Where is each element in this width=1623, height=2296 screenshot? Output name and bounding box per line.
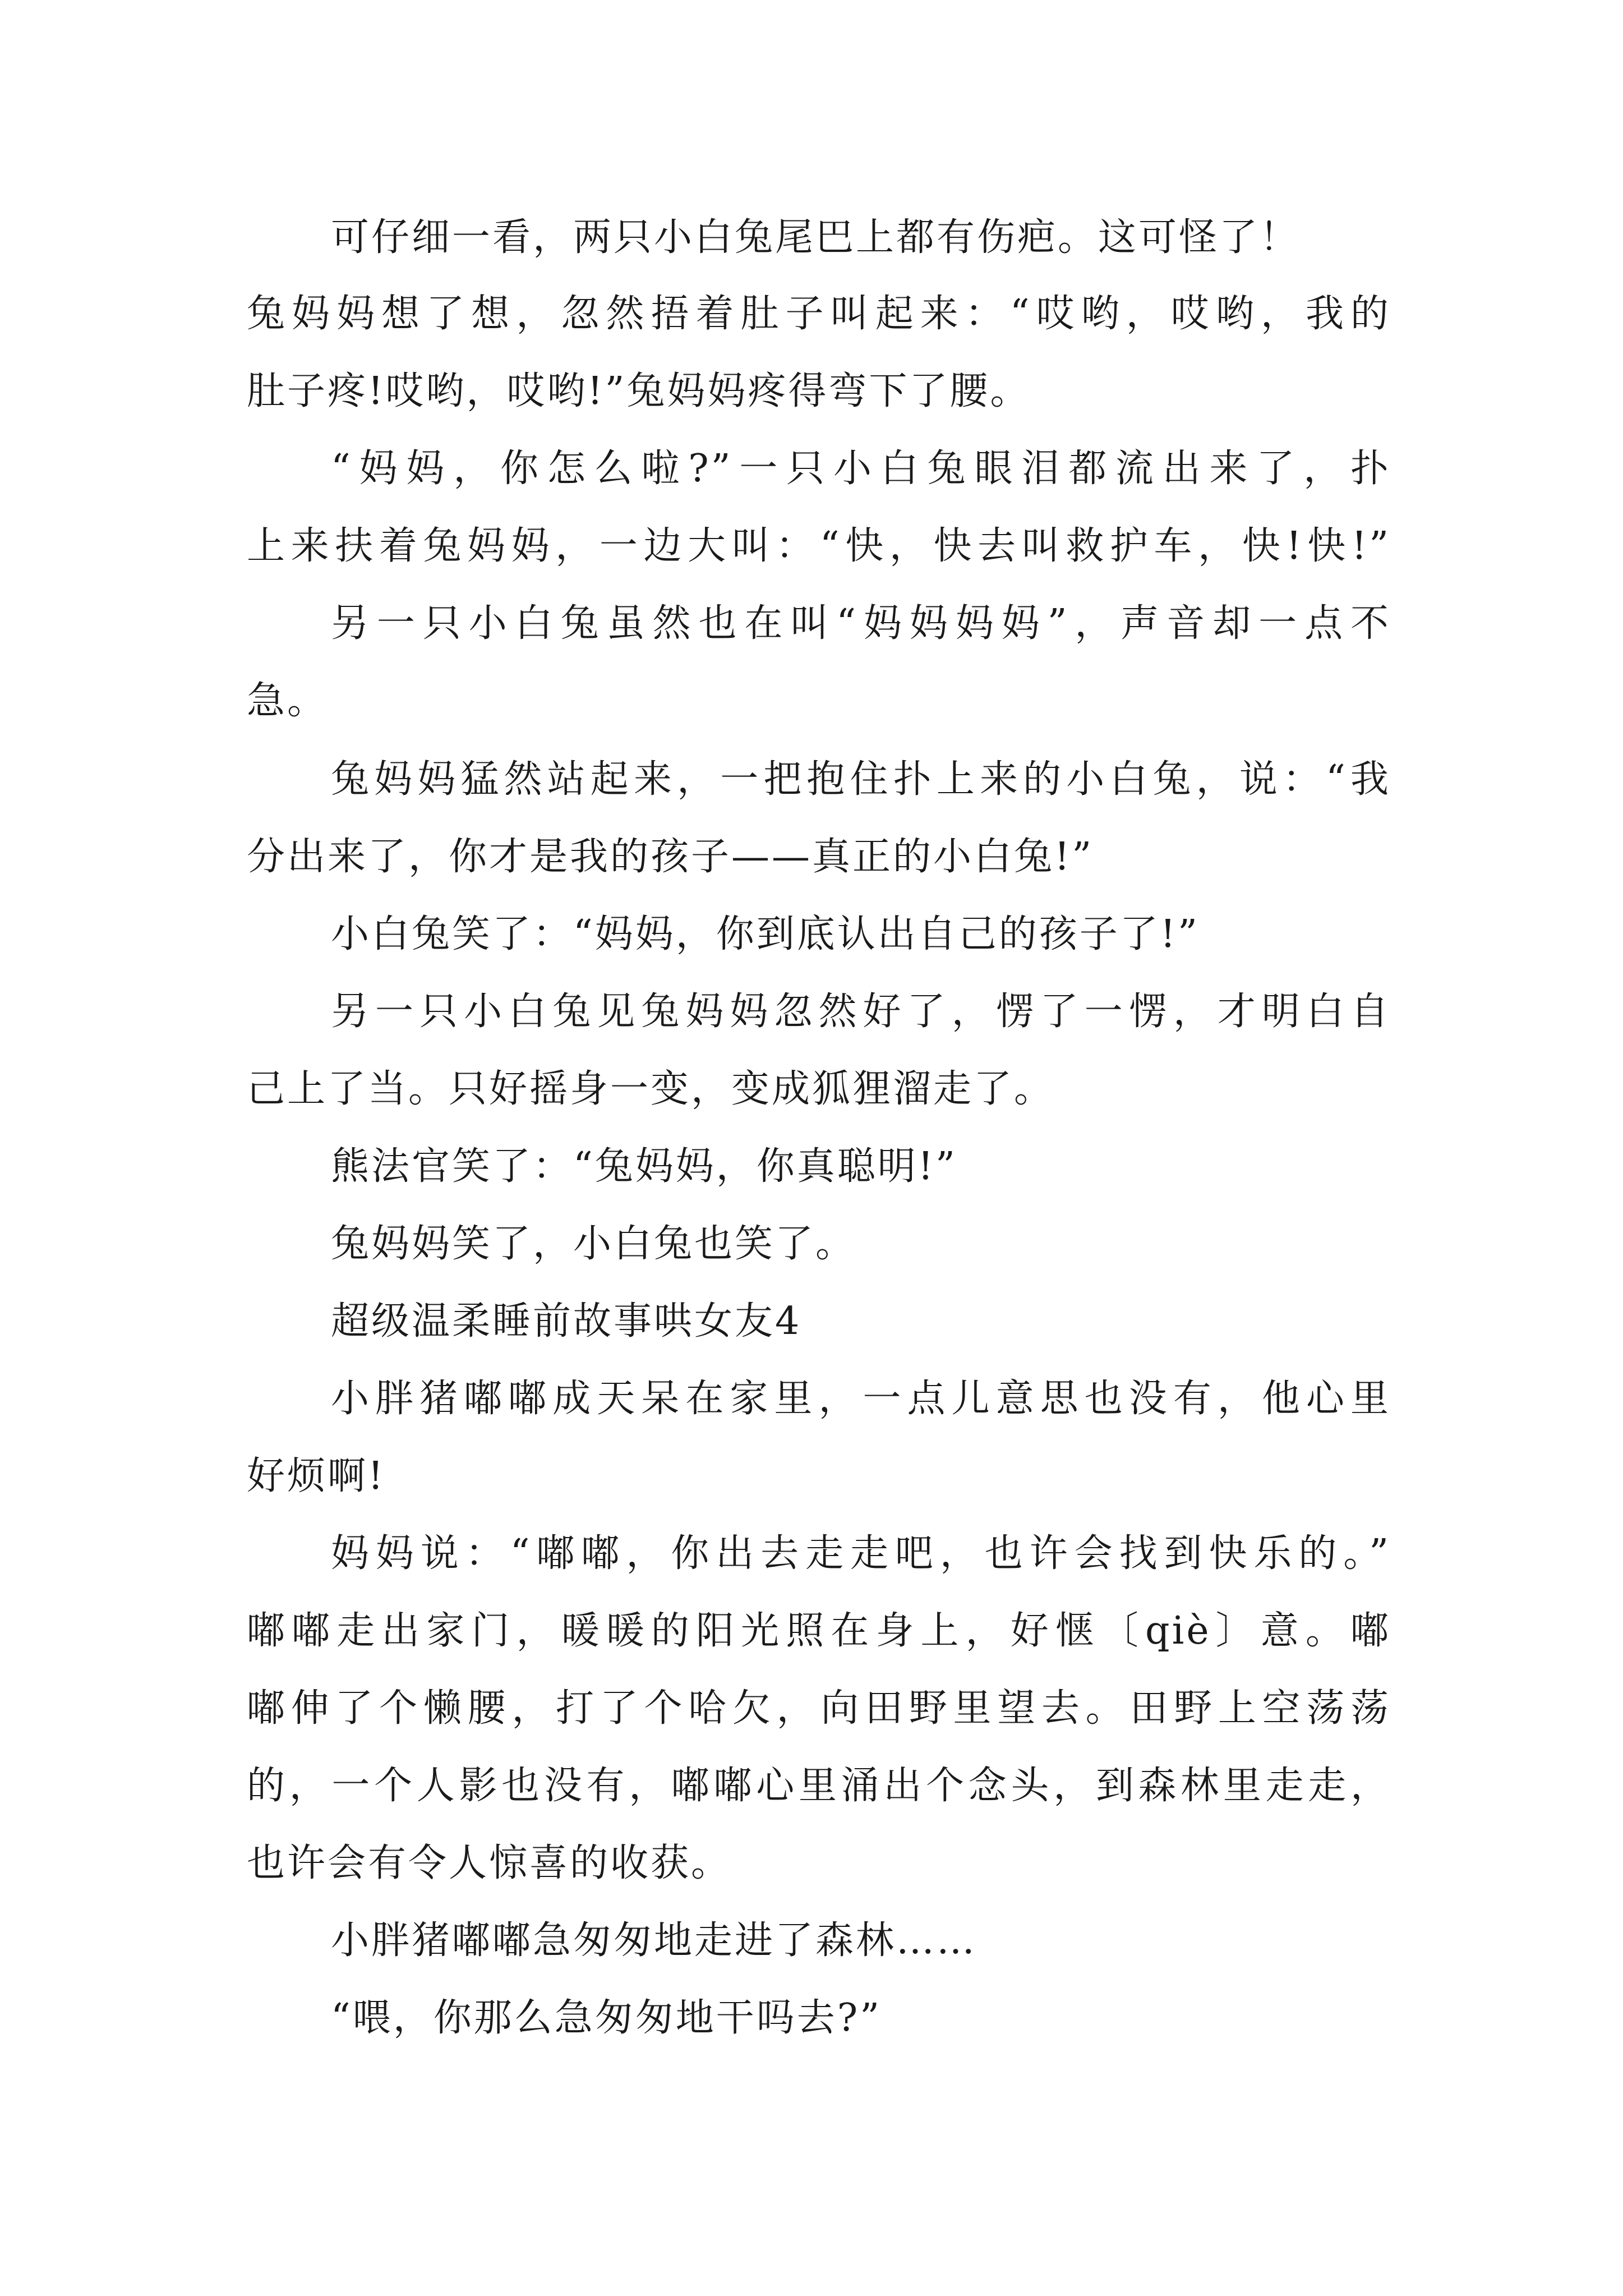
text-line: “喂，你那么急匆匆地干吗去?” (331, 1996, 882, 2040)
text-line: 妈妈说：“嘟嘟，你出去走走吧，也许会找到快乐的。” (331, 1531, 1391, 1576)
text-line: 小胖猪嘟嘟成天呆在家里，一点儿意思也没有，他心里 (331, 1377, 1391, 1421)
text-line: 小白兔笑了：“妈妈，你到底认出自己的孩子了!” (331, 912, 1200, 956)
text-line: 嘟嘟走出家门，暖暖的阳光照在身上，好惬〔qiè〕意。嘟 (247, 1609, 1391, 1653)
text-line: 小胖猪嘟嘟急匆匆地走进了森林…… (331, 1918, 978, 1963)
text-line: 兔妈妈猛然站起来，一把抱住扑上来的小白兔，说：“我 (331, 757, 1391, 802)
text-line: 急。 (247, 679, 328, 723)
text-line: 兔妈妈笑了，小白兔也笑了。 (331, 1222, 856, 1266)
text-line: 可仔细一看，两只小白兔尾巴上都有伤疤。这可怪了！ (331, 215, 1301, 260)
text-line: 另一只小白兔虽然也在叫“妈妈妈妈”，声音却一点不 (331, 601, 1391, 646)
text-line: 肚子疼!哎哟，哎哟!”兔妈妈疼得弯下了腰。 (247, 369, 1031, 413)
text-line: 好烦啊! (247, 1454, 386, 1498)
text-line: 己上了当。只好摇身一变，变成狐狸溜走了。 (247, 1067, 1055, 1111)
text-line: 也许会有令人惊喜的收获。 (247, 1841, 732, 1885)
text-line: 分出来了，你才是我的孩子——真正的小白兔!” (247, 835, 1094, 879)
text-line: 熊法官笑了：“兔妈妈，你真聪明!” (331, 1144, 957, 1189)
text-line: 的，一个人影也没有，嘟嘟心里涌出个念头，到森林里走走， (247, 1764, 1391, 1808)
text-line: “妈妈，你怎么啦?”一只小白兔眼泪都流出来了，扑 (331, 447, 1391, 491)
text-line: 嘟伸了个懒腰，打了个哈欠，向田野里望去。田野上空荡荡 (247, 1686, 1391, 1731)
text-line: 另一只小白兔见兔妈妈忽然好了，愣了一愣，才明白自 (331, 990, 1391, 1034)
text-line: 兔妈妈想了想，忽然捂着肚子叫起来：“哎哟，哎哟，我的 (247, 292, 1391, 336)
text-line: 上来扶着兔妈妈，一边大叫：“快，快去叫救护车，快!快!” (247, 524, 1391, 568)
section-heading: 超级温柔睡前故事哄女友4 (331, 1299, 802, 1343)
